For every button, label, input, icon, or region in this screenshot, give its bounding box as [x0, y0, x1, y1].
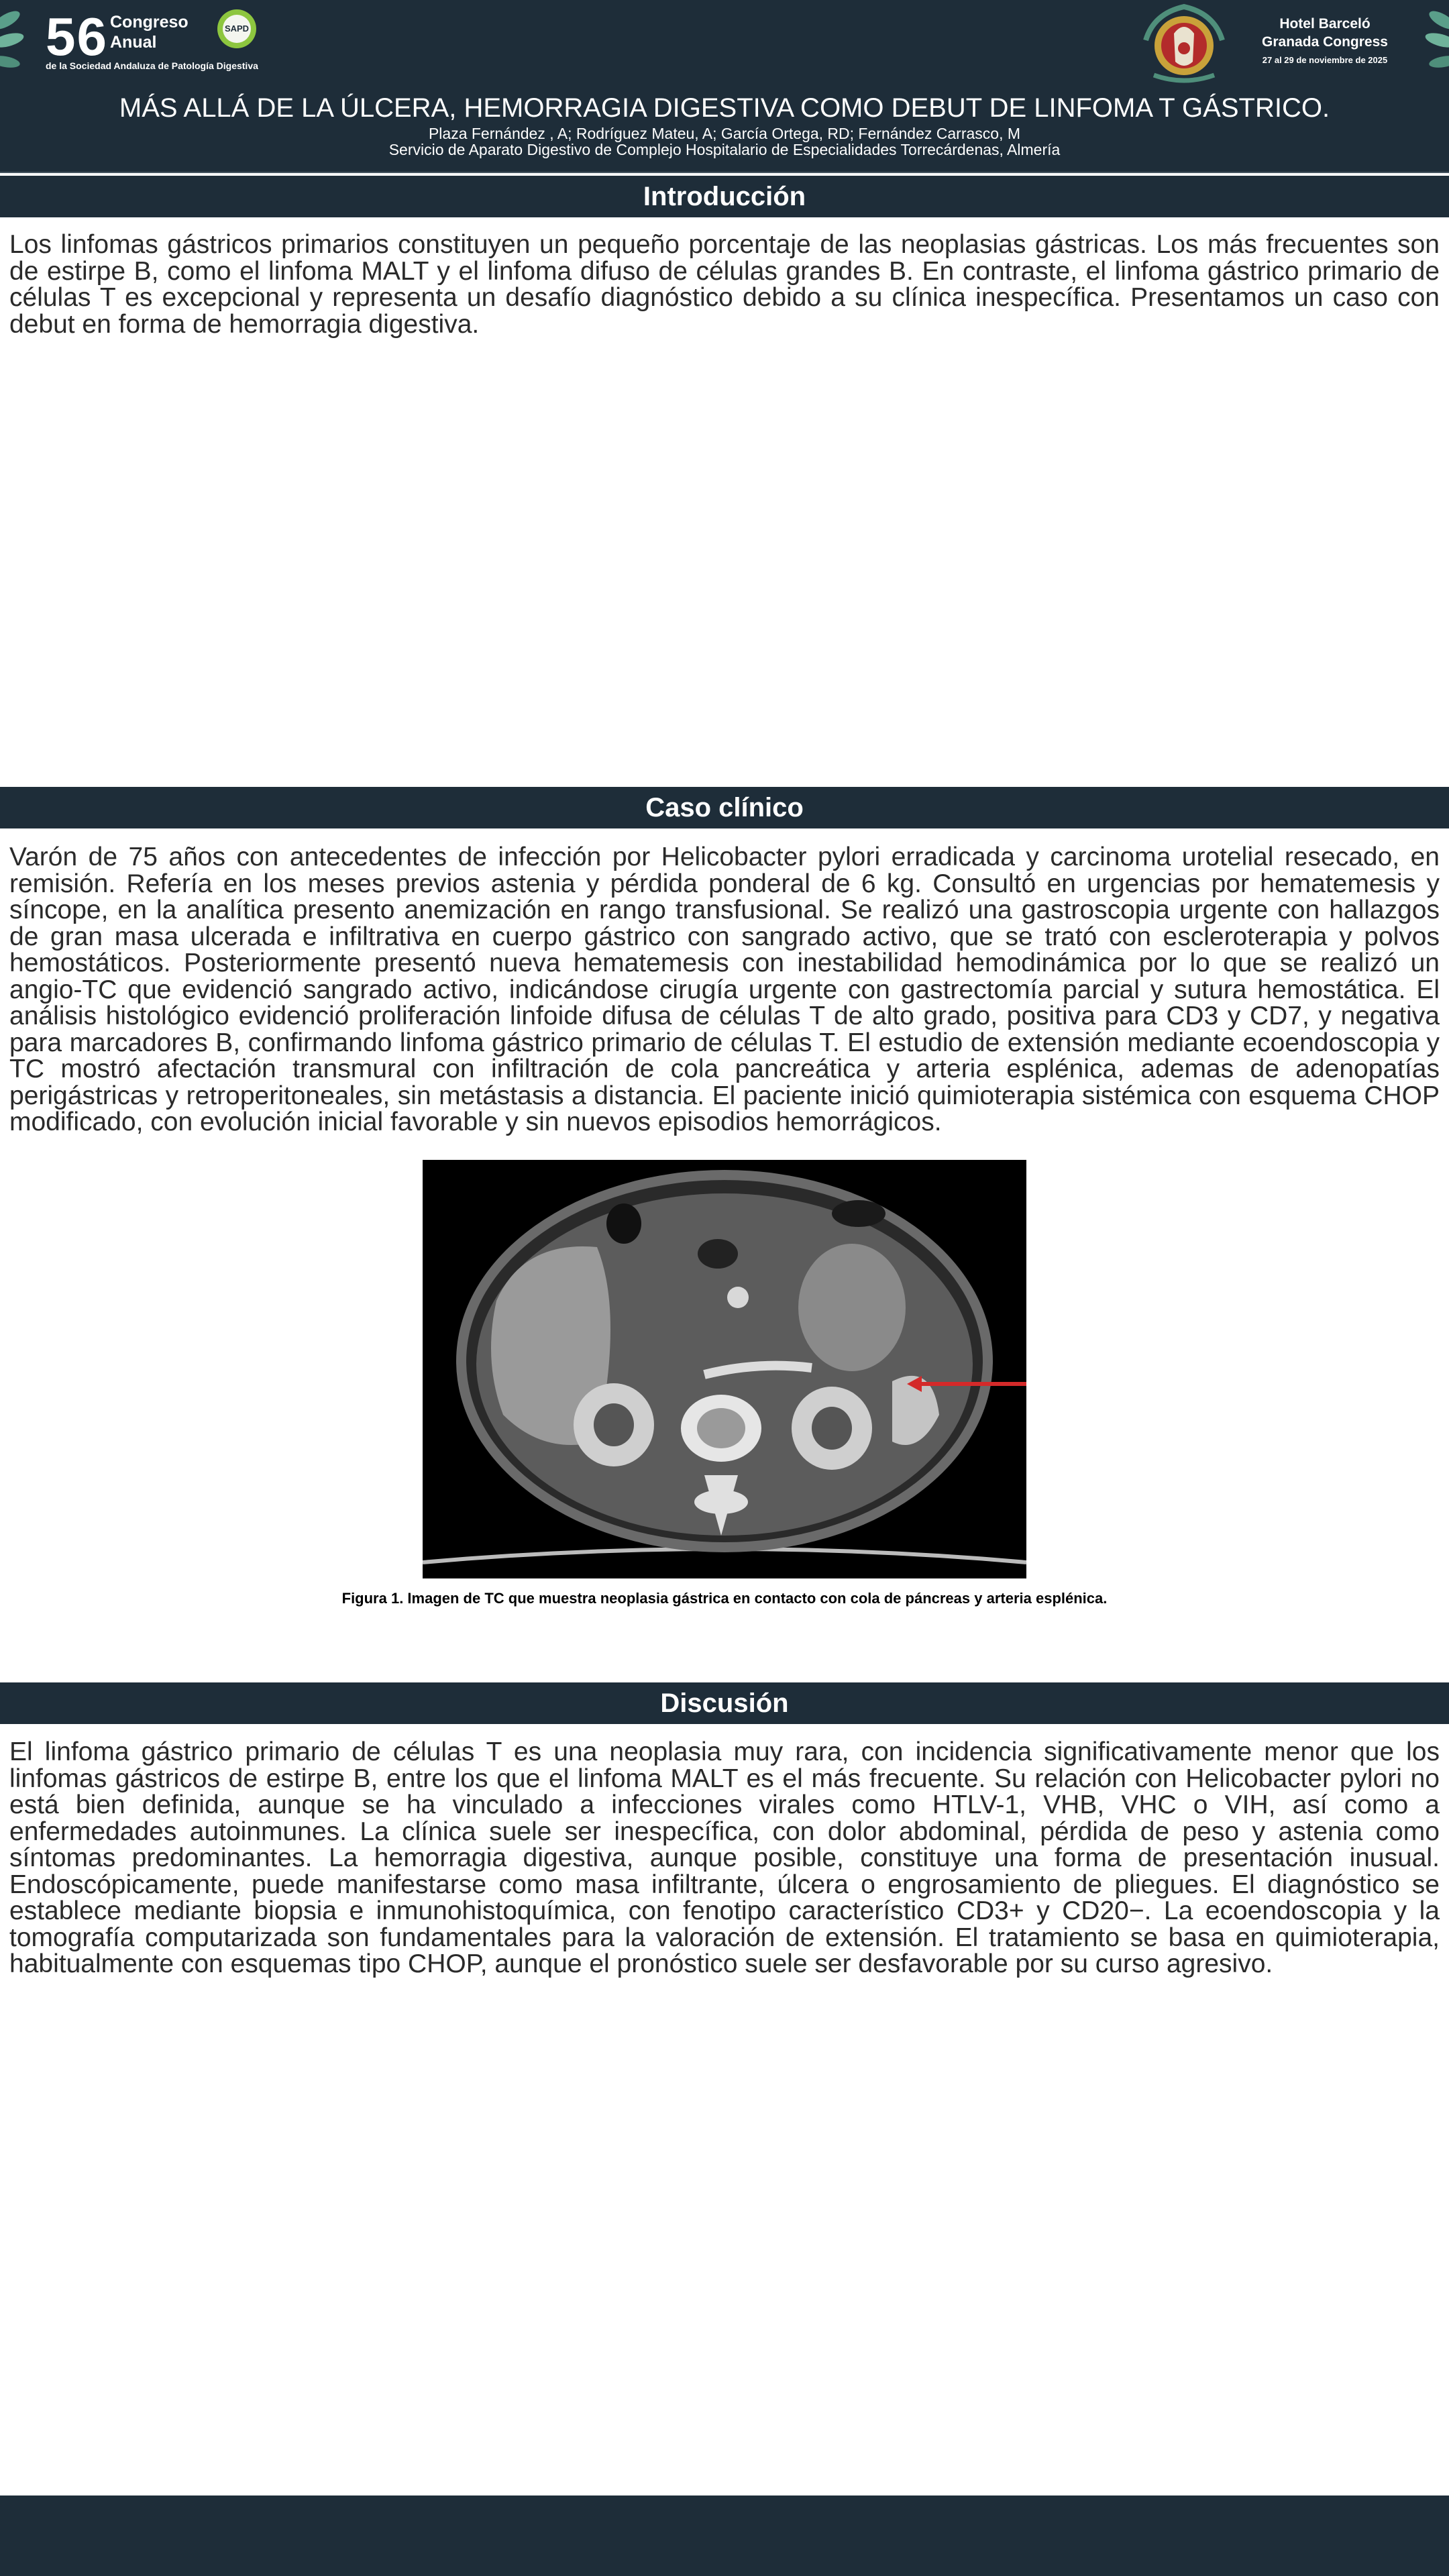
header-divider — [0, 172, 1449, 173]
intro-text: Los linfomas gástricos primarios constituyen un pequeño porcentaje de las neoplasias gástricas. Los más frecuentes son de estirpe B, como el linfoma MALT y el linfoma difuso de células grandes B. En contraste, el linfoma gástrico primario de células T es excepcional y representa un desafío diagnóstico debido a su clínica inespecífica. Presentamos un caso con debut en forma de hemorragia digestiva. — [9, 230, 1440, 339]
section-header-caso-clinico: Caso clínico — [0, 787, 1449, 828]
ct-scan-drawing — [423, 1160, 1026, 1578]
sapd-logo — [217, 9, 256, 48]
granada-emblem — [1140, 0, 1228, 85]
congress-label-line2: Anual — [110, 33, 157, 52]
venue-line1: Hotel Barceló — [1279, 16, 1371, 32]
ct-scan-image — [423, 1160, 1026, 1578]
society-name: de la Sociedad Andaluza de Patología Digestiva — [46, 60, 258, 71]
sapd-logo-text: SAPD — [223, 15, 251, 43]
venue-info — [1248, 15, 1402, 65]
venue-dates: 27 al 29 de noviembre de 2025 — [1262, 55, 1388, 65]
poster-footer — [0, 2496, 1449, 2576]
case-text: Varón de 75 años con antecedentes de infección por Helicobacter pylori erradicada y carcinoma urotelial resecado, en remisión. Refería en los meses previos astenia y pérdida ponderal de 6 kg. Consultó en urgencias por hematemesis y síncope, en la analítica presento anemización en rango transfusional. Se realizó una gastroscopia urgente con hallazgos de gran masa ulcerada e infiltrativa en cuerpo gástrico con sangrado activo, que se trató con escleroterapia y polvos hemostáticos. Posteriormente presentó nueva hematemesis con inestabilidad hemodinámica por lo que se realizó un angio-TC que evidenció sangrado activo, indicándose cirugía urgente con gastrectomía parcial y sutura hemostática. El análisis histológico evidenció proliferación linfoide difusa de células T de alto grado, positiva para CD3 y CD7, y negativa para marcadores B, confirmando linfoma gástrico primario de células T. El estudio de extensión mediante ecoendoscopia y TC mostró afectación transmural con infiltración de cola pancreática y arteria esplénica, ademas de adenopatías perigástricas y retroperitoneales, sin metástasis a distancia. El paciente inició quimioterapia sistémica con esquema CHOP modificado, con evolución inicial favorable y sin nuevos episodios hemorrágicos. — [9, 843, 1440, 1136]
figure-caption: Figura 1. Imagen de TC que muestra neoplasia gástrica en contacto con cola de páncreas y arteria esplénica. — [341, 1590, 1108, 1607]
poster-header — [0, 0, 1449, 173]
poster-title: MÁS ALLÁ DE LA ÚLCERA, HEMORRAGIA DIGESTIVA COMO DEBUT DE LINFOMA T GÁSTRICO. — [119, 93, 1330, 123]
congress-label-line1: Congreso — [110, 13, 189, 32]
section-header-introduccion: Introducción — [0, 176, 1449, 217]
section-header-discusion: Discusión — [0, 1682, 1449, 1724]
poster-authors: Plaza Fernández , A; Rodríguez Mateu, A; García Ortega, RD; Fernández Carrasco, M — [428, 125, 1021, 142]
leaf-ornament-left — [0, 0, 40, 80]
discussion-text: El linfoma gástrico primario de células T es una neoplasia muy rara, con incidencia significativamente menor que los linfomas gástricos de estirpe B, entre los que el linfoma MALT es el más frecuente. Su relación con Helicobacter pylori no está bien definida, aunque se ha vinculado a infecciones virales como HTLV-1, VHB, VHC o VIH, así como a enfermedades autoinmunes. La clínica suele ser inespecífica, con dolor abdominal, pérdida de peso y astenia como síntomas predominantes. La hemorragia digestiva, aunque posible, constituye una forma de presentación inusual. Endoscópicamente, puede manifestarse como masa infiltrante, úlcera o engrosamiento de pliegues. El diagnóstico se establece mediante biopsia e inmunohistoquímica, con fenotipo característico CD3+ y CD20−. La ecoendoscopia y la tomografía computarizada son fundamentales para la valoración de extensión. El tratamiento se basa en quimioterapia, habitualmente con esquemas tipo CHOP, aunque el pronóstico suele ser desfavorable por su curso agresivo. — [9, 1737, 1440, 1978]
poster-affiliation: Servicio de Aparato Digestivo de Complejo Hospitalario de Especialidades Torrecárdenas, Almería — [388, 141, 1061, 158]
leaf-ornament-right — [1409, 0, 1449, 80]
congress-number: 56 — [46, 7, 108, 66]
venue-line2: Granada Congress — [1262, 34, 1388, 50]
